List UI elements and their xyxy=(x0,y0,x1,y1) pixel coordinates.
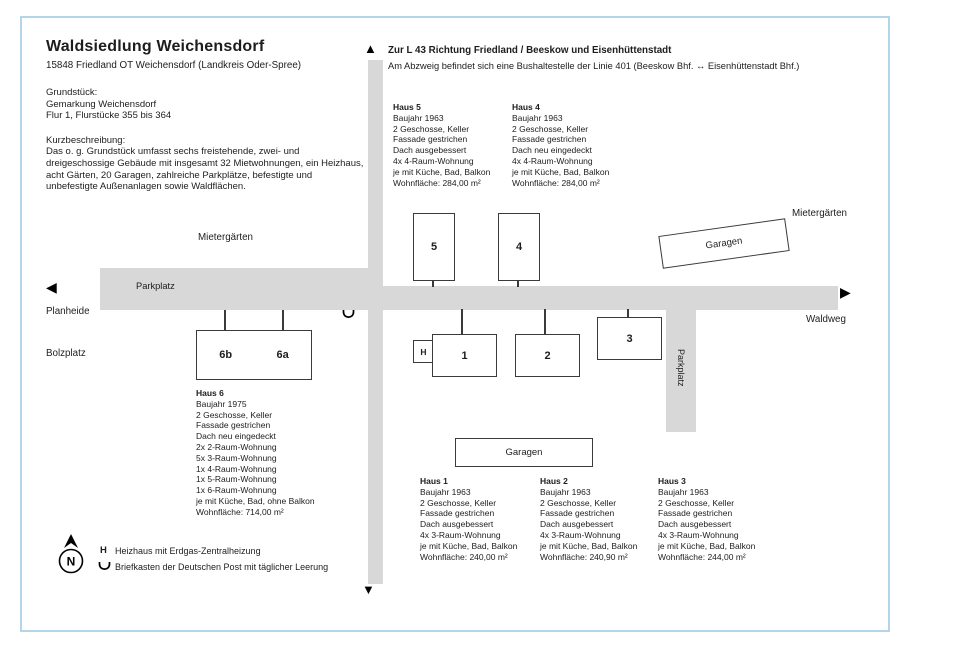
info-line: 4x 4-Raum-Wohnung xyxy=(393,155,474,166)
connector-line xyxy=(282,310,284,330)
info-line: 2 Geschosse, Keller xyxy=(540,497,617,508)
info-line: Baujahr 1963 xyxy=(512,112,563,123)
building-heizhaus-label: H xyxy=(420,346,427,357)
label-bolzplatz: Bolzplatz xyxy=(46,348,86,359)
building-heizhaus xyxy=(413,340,434,363)
info-line: 2 Geschosse, Keller xyxy=(658,497,735,508)
haus6-info-title: Haus 6 xyxy=(196,388,224,398)
road-main xyxy=(100,286,838,310)
arrow-left-icon: ◀ xyxy=(46,279,57,295)
info-line: 4x 4-Raum-Wohnung xyxy=(512,155,593,166)
info-line: je mit Küche, Bad, Balkon xyxy=(393,166,491,177)
info-line: Baujahr 1963 xyxy=(393,112,444,123)
grundstueck-label: Grundstück: xyxy=(46,87,98,98)
info-line: 2 Geschosse, Keller xyxy=(196,409,273,420)
page-title: Waldsiedlung Weichensdorf xyxy=(46,38,265,55)
building-haus6b-label: 6b xyxy=(219,349,233,361)
info-line: Wohnfläche: 714,00 m² xyxy=(196,506,284,517)
info-line: Wohnfläche: 240,90 m² xyxy=(540,551,628,562)
info-line: Fassade gestrichen xyxy=(196,420,271,431)
direction-note xyxy=(388,45,888,71)
grundstueck-block xyxy=(46,87,368,122)
haus3-info xyxy=(658,476,773,562)
info-line: Baujahr 1963 xyxy=(540,486,591,497)
arrow-down-icon: ▼ xyxy=(362,582,375,597)
connector-line xyxy=(224,310,226,330)
building-haus2 xyxy=(515,334,580,377)
haus1-info-title: Haus 1 xyxy=(420,476,448,486)
haus1-info xyxy=(420,476,535,562)
info-line: je mit Küche, Bad, Balkon xyxy=(512,166,610,177)
building-haus4-label: 4 xyxy=(515,241,523,253)
info-line: 4x 3-Raum-Wohnung xyxy=(658,529,739,540)
building-haus1 xyxy=(432,334,497,377)
building-haus3 xyxy=(597,317,662,360)
info-line: 4x 3-Raum-Wohnung xyxy=(420,529,501,540)
label-parkplatz-right: Parkplatz xyxy=(676,349,686,387)
connector-line xyxy=(461,309,463,334)
haus3-info-title: Haus 3 xyxy=(658,476,686,486)
direction-note-line1: Zur L 43 Richtung Friedland / Beeskow und Eisenhüttenstadt xyxy=(388,45,672,56)
info-line: Baujahr 1975 xyxy=(196,398,247,409)
info-line: Dach neu eingedeckt xyxy=(196,431,276,442)
haus2-info-title: Haus 2 xyxy=(540,476,568,486)
info-line: je mit Küche, Bad, Balkon xyxy=(420,540,518,551)
info-line: 1x 6-Raum-Wohnung xyxy=(196,485,277,496)
info-line: Fassade gestrichen xyxy=(540,508,615,519)
building-haus5-label: 5 xyxy=(430,241,438,253)
arrow-up-icon: ▲ xyxy=(364,41,377,56)
legend-briefkasten-text: Briefkasten der Deutschen Post mit täglicher Leerung xyxy=(115,562,329,572)
arrow-right-icon: ▶ xyxy=(840,284,851,300)
info-line: Dach neu eingedeckt xyxy=(512,145,592,156)
address-line: 15848 Friedland OT Weichensdorf (Landkreis Oder-Spree) xyxy=(46,60,302,71)
building-haus1-label: 1 xyxy=(461,349,468,362)
info-line: Wohnfläche: 284,00 m² xyxy=(393,177,481,188)
label-planheide: Planheide xyxy=(46,306,90,317)
haus6-info xyxy=(196,388,346,518)
haus5-info xyxy=(393,102,505,188)
haus5-info-title: Haus 5 xyxy=(393,102,421,112)
info-line: Fassade gestrichen xyxy=(658,508,733,519)
haus6-info-lines xyxy=(196,399,346,518)
legend-posthorn-icon xyxy=(97,561,112,573)
building-haus2-label: 2 xyxy=(544,349,551,362)
north-compass-icon xyxy=(55,533,87,577)
building-haus3-label: 3 xyxy=(626,332,633,345)
haus1-info-lines xyxy=(420,487,535,563)
haus4-info-title: Haus 4 xyxy=(512,102,540,112)
garages-top-label: Garagen xyxy=(704,235,744,252)
garages-bottom xyxy=(455,438,593,467)
grundstueck-line-1: Gemarkung Weichensdorf xyxy=(46,98,157,110)
info-line: 2x 2-Raum-Wohnung xyxy=(196,441,277,452)
kurzbeschreibung-label: Kurzbeschreibung: xyxy=(46,134,126,146)
info-line: 5x 3-Raum-Wohnung xyxy=(196,452,277,463)
label-parkplatz-left: Parkplatz xyxy=(136,281,175,291)
info-line: 1x 4-Raum-Wohnung xyxy=(196,463,277,474)
info-line: Wohnfläche: 284,00 m² xyxy=(512,177,600,188)
header xyxy=(46,38,368,206)
legend-heizhaus-symbol: H xyxy=(100,545,107,556)
info-line: 2 Geschosse, Keller xyxy=(420,497,497,508)
info-line: Wohnfläche: 240,00 m² xyxy=(420,551,508,562)
info-line: Fassade gestrichen xyxy=(420,508,495,519)
info-line: je mit Küche, Bad, ohne Balkon xyxy=(196,495,315,506)
connector-line xyxy=(544,309,546,334)
info-line: Dach ausgebessert xyxy=(540,519,614,530)
road-vertical xyxy=(368,60,383,584)
kurzbeschreibung-text: Das o. g. Grundstück umfasst sechs freistehende, zwei- und dreigeschossige Gebäude mit insgesamt 32 Mietwohnungen, ein Heizhaus, acht Gärten, 20 Garagen, zahlreiche Parkplätze, befestigte und unbefestigte Außenanlagen sowie Waldflächen. xyxy=(46,146,364,193)
haus2-info-lines xyxy=(540,487,655,563)
label-waldweg: Waldweg xyxy=(806,314,846,325)
direction-note-line2: Am Abzweig befindet sich eine Bushaltestelle der Linie 401 (Beeskow Bhf. ↔ Eisenhüttenstadt Bhf.) xyxy=(388,61,800,71)
grundstueck-line-2: Flur 1, Flurstücke 355 bis 364 xyxy=(46,110,172,122)
info-line: Wohnfläche: 244,00 m² xyxy=(658,551,746,562)
kurzbeschreibung-block xyxy=(46,135,364,193)
label-mietergaerten-left: Mietergärten xyxy=(198,232,253,243)
building-haus6 xyxy=(196,330,312,380)
label-mietergaerten-right: Mietergärten xyxy=(792,208,847,219)
building-haus5 xyxy=(413,213,455,281)
info-line: je mit Küche, Bad, Balkon xyxy=(658,540,756,551)
haus2-info xyxy=(540,476,655,562)
info-line: Baujahr 1963 xyxy=(420,486,471,497)
info-line: Baujahr 1963 xyxy=(658,486,709,497)
garages-bottom-label: Garagen xyxy=(505,447,543,458)
info-line: 2 Geschosse, Keller xyxy=(393,123,470,134)
info-line: 4x 3-Raum-Wohnung xyxy=(540,529,621,540)
info-line: Dach ausgebessert xyxy=(420,519,494,530)
haus5-info-lines xyxy=(393,113,505,189)
info-line: 1x 5-Raum-Wohnung xyxy=(196,474,277,485)
compass-n-label: N xyxy=(66,554,76,569)
info-line: 2 Geschosse, Keller xyxy=(512,123,589,134)
haus4-info xyxy=(512,102,624,188)
haus4-info-lines xyxy=(512,113,624,189)
info-line: Dach ausgebessert xyxy=(658,519,732,530)
haus3-info-lines xyxy=(658,487,773,563)
info-line: je mit Küche, Bad, Balkon xyxy=(540,540,638,551)
posthorn-icon xyxy=(341,309,356,321)
building-haus4 xyxy=(498,213,540,281)
building-haus6a-label: 6a xyxy=(276,349,289,361)
info-line: Dach ausgebessert xyxy=(393,145,467,156)
legend-heizhaus-text: Heizhaus mit Erdgas-Zentralheizung xyxy=(115,546,261,556)
info-line: Fassade gestrichen xyxy=(512,134,587,145)
info-line: Fassade gestrichen xyxy=(393,134,468,145)
